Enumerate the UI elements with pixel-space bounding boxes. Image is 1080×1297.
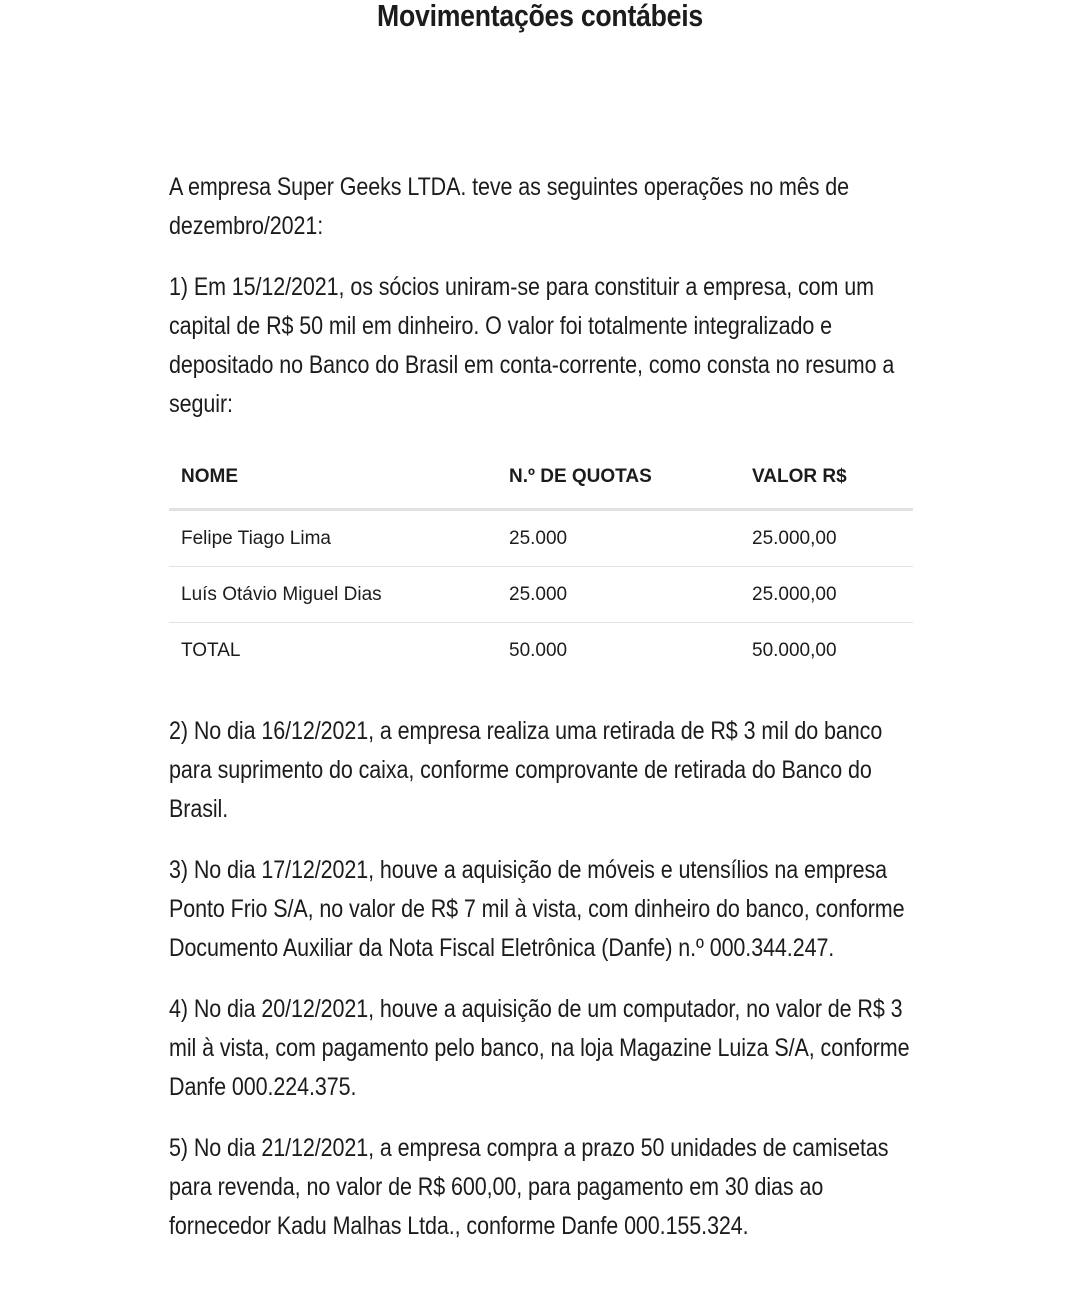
row-name: Luís Otávio Miguel Dias [169, 567, 497, 623]
total-value: 50.000,00 [752, 639, 837, 661]
operation-1-paragraph: 1) Em 15/12/2021, os sócios uniram-se para constituir a empresa, com um capital de R$ 50 mil em dinheiro. O valor foi totalmente integralizado e depositado no Banco do Brasil em conta-corrente, como consta no resumo a seguir: [169, 273, 895, 418]
row-value: 25.000,00 [740, 510, 913, 567]
header-value: VALOR R$ [740, 446, 913, 510]
page-title: Movimentações contábeis [377, 0, 703, 33]
table-total-row [169, 623, 913, 679]
table-row [169, 567, 913, 623]
row-name: Felipe Tiago Lima [169, 510, 497, 567]
operation-5-paragraph: 5) No dia 21/12/2021, a empresa compra a prazo 50 unidades de camisetas para revenda, no valor de R$ 600,00, para pagamento em 30 dias ao fornecedor Kadu Malhas Ltda., conforme Danfe 000.155.324. [169, 1134, 889, 1240]
total-label: TOTAL [181, 639, 241, 661]
quotas-table [169, 446, 913, 678]
header-name: NOME [169, 446, 497, 510]
operation-4-paragraph: 4) No dia 20/12/2021, houve a aquisição de um computador, no valor de R$ 3 mil à vista, com pagamento pelo banco, na loja Magazine Luiza S/A, conforme Danfe 000.224.375. [169, 995, 910, 1101]
table-row [169, 510, 913, 567]
operation-3-paragraph: 3) No dia 17/12/2021, houve a aquisição de móveis e utensílios na empresa Ponto Frio S/A, no valor de R$ 7 mil à vista, com dinheiro do banco, conforme Documento Auxiliar da Nota Fiscal Eletrônica (Danfe) n.º 000.344.247. [169, 856, 905, 962]
document-body [169, 168, 929, 1268]
intro-paragraph: A empresa Super Geeks LTDA. teve as seguintes operações no mês de dezembro/2021: [169, 173, 850, 240]
header-quotas: N.º DE QUOTAS [497, 446, 740, 510]
row-quotas: 25.000 [497, 567, 740, 623]
row-value: 25.000,00 [740, 567, 913, 623]
operation-2-paragraph: 2) No dia 16/12/2021, a empresa realiza uma retirada de R$ 3 mil do banco para suprimento do caixa, conforme comprovante de retirada do Banco do Brasil. [169, 717, 883, 823]
total-quotas: 50.000 [509, 639, 568, 661]
table-header-row [169, 446, 913, 510]
row-quotas: 25.000 [497, 510, 740, 567]
